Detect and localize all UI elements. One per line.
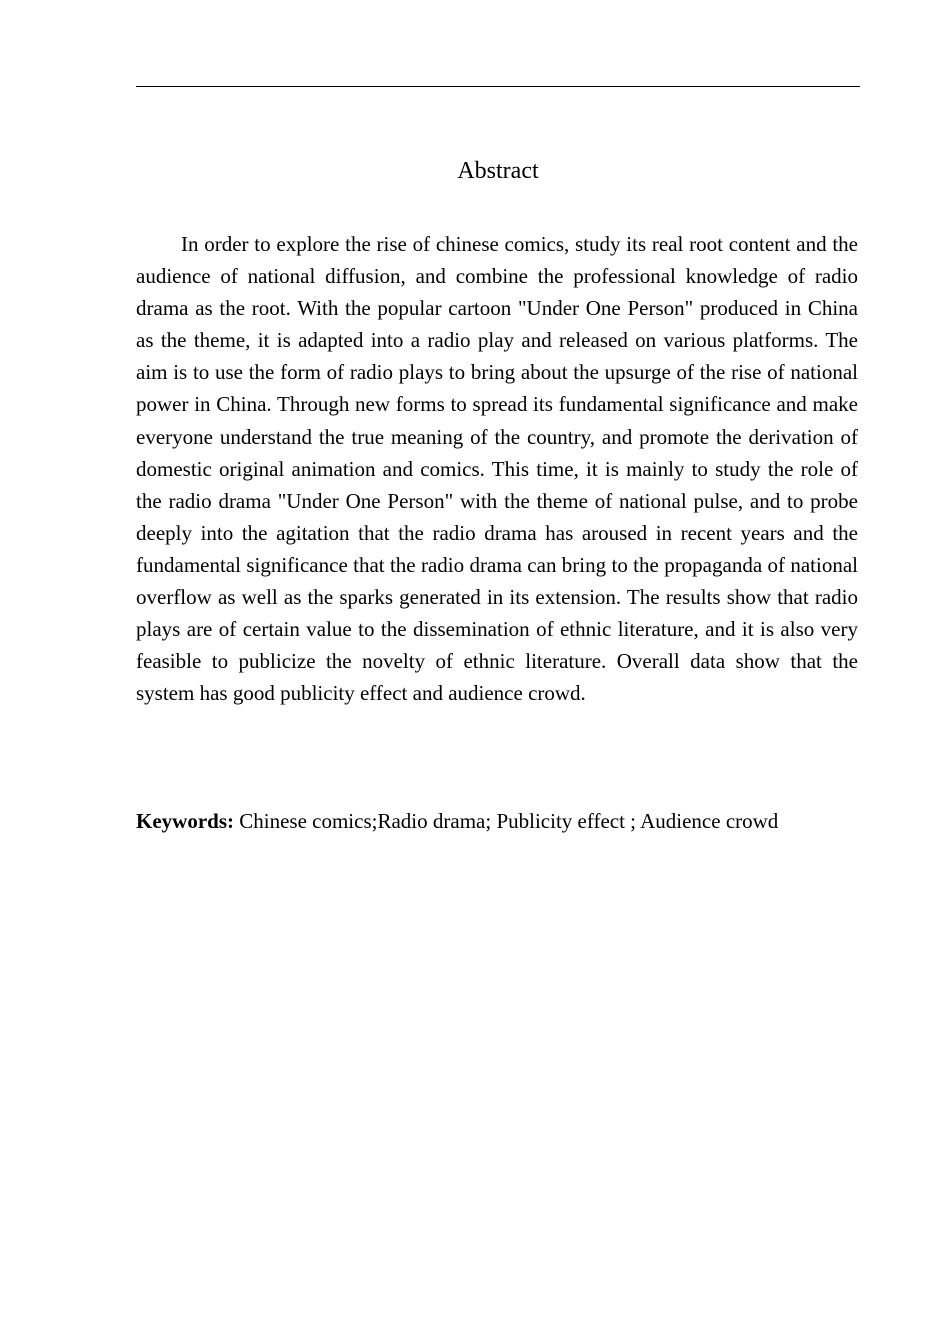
- abstract-body: In order to explore the rise of chinese comics, study its real root content and the audience of national diffusion, and combine the professional knowledge of radio drama as the root. With the popular cartoon "Under One Person" produced in China as the theme, it is adapted into a radio play and released on various platforms. The aim is to use the form of radio plays to bring about the upsurge of the rise of national power in China. Through new forms to spread its fundamental significance and make everyone understand the true meaning of the country, and promote the derivation of domestic original animation and comics. This time, it is mainly to study the role of the radio drama "Under One Person" with the theme of national pulse, and to probe deeply into the agitation that the radio drama has aroused in recent years and the fundamental significance that the radio drama can bring to the propaganda of national overflow as well as the sparks generated in its extension. The results show that radio plays are of certain value to the dissemination of ethnic literature, and it is also very feasible to publicize the novelty of ethnic literature. Overall data show that the system has good publicity effect and audience crowd.: [136, 232, 858, 706]
- header-rule: [136, 86, 860, 87]
- keywords-label: Keywords:: [136, 809, 234, 833]
- abstract-title: Abstract: [457, 158, 539, 184]
- keywords-text: Chinese comics;Radio drama; Publicity effect ; Audience crowd: [234, 809, 779, 833]
- keywords-line: [136, 805, 860, 837]
